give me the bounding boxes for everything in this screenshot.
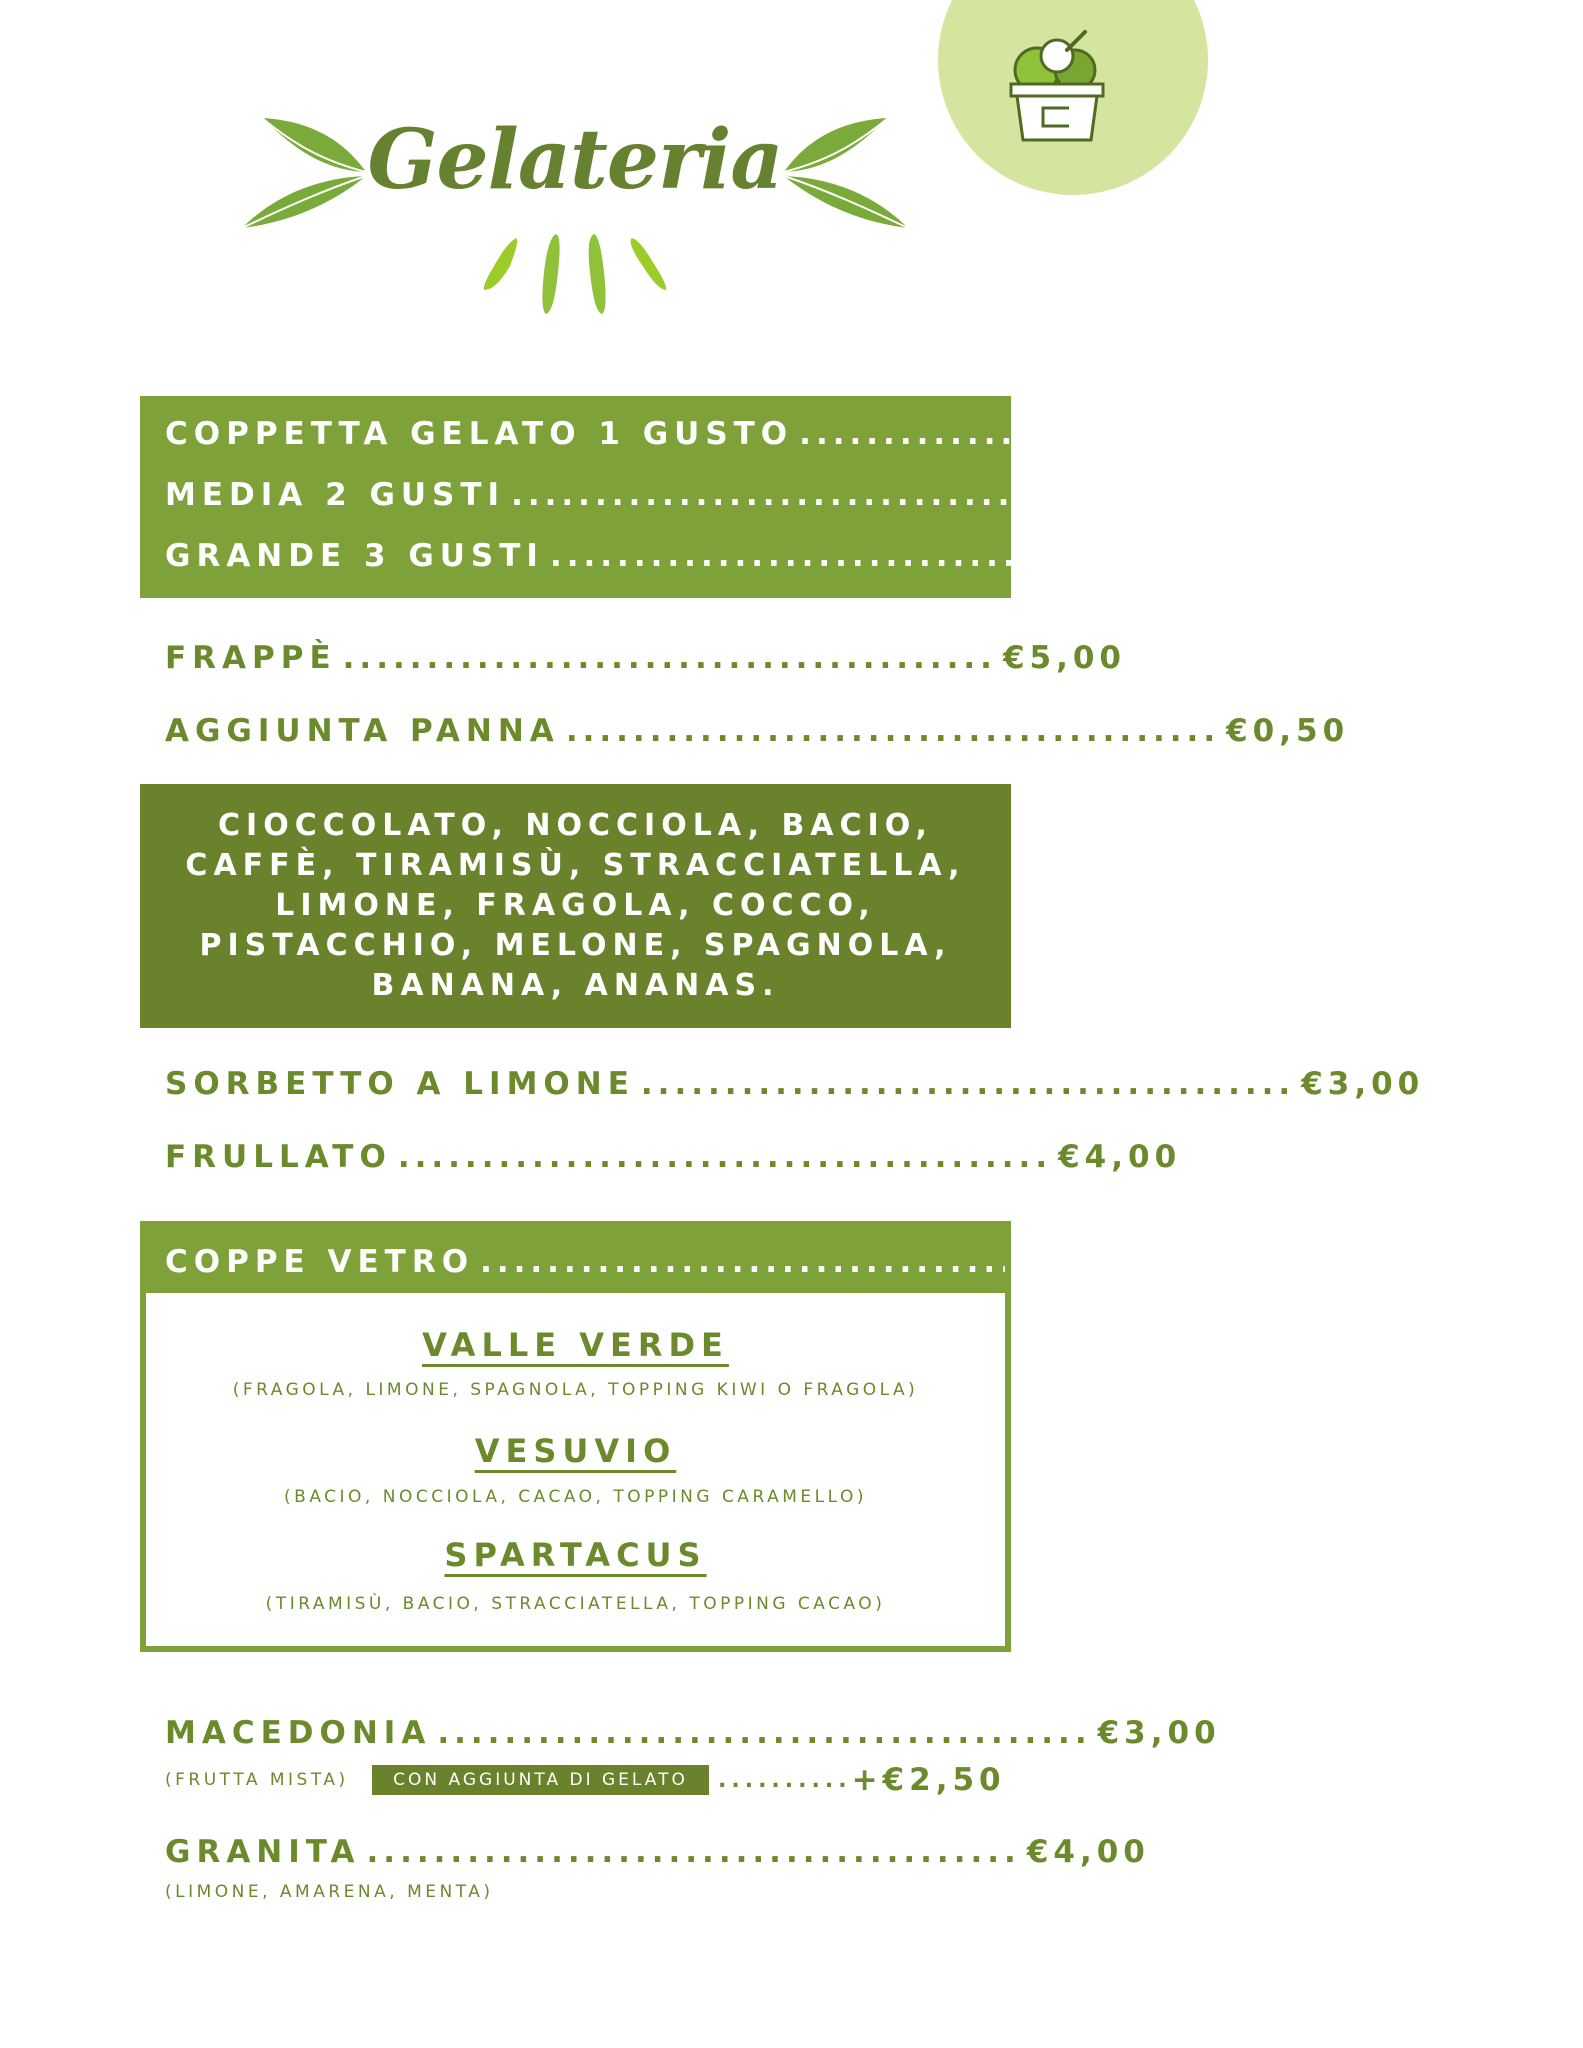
dot-leader: ....................................... xyxy=(511,477,1166,513)
flavor-line: CIOCCOLATO, NOCCIOLA, BACIO, xyxy=(218,808,933,843)
price-row-media xyxy=(165,471,1295,519)
price-row-macedonia xyxy=(165,1709,1221,1757)
coppa-name-text: VALLE VERDE xyxy=(422,1326,729,1364)
coppa-name xyxy=(140,1432,1011,1470)
price-row-granita xyxy=(165,1828,1150,1876)
item-price: €1,50 xyxy=(1459,416,1583,452)
addon-price-row xyxy=(718,1760,1006,1800)
price-row-frullato xyxy=(165,1133,1182,1181)
dot-leader: ....................................... xyxy=(437,1715,1092,1751)
item-label: AGGIUNTA PANNA xyxy=(165,713,560,749)
item-label: COPPETTA GELATO 1 GUSTO xyxy=(165,416,794,452)
item-price: €3,00 xyxy=(1301,1066,1425,1102)
item-label: GRANDE 3 GUSTI xyxy=(165,538,544,574)
item-price: €5,00 xyxy=(1002,640,1126,676)
macedonia-note: (FRUTTA MISTA) xyxy=(165,1770,349,1790)
addon-price: +€2,50 xyxy=(851,1762,1006,1798)
item-label: FRAPPÈ xyxy=(165,640,337,676)
item-label: COPPE VETRO xyxy=(165,1244,475,1280)
item-price: €2,50 xyxy=(1171,477,1295,513)
item-price: €3,50 xyxy=(1210,538,1334,574)
coppa-desc: (FRAGOLA, LIMONE, SPAGNOLA, TOPPING KIWI O FRAGOLA) xyxy=(232,1380,919,1400)
coppa-desc: (BACIO, NOCCIOLA, CACAO, TOPPING CARAMELLO) xyxy=(284,1487,867,1507)
dot-leader: ....................................... xyxy=(549,538,1205,574)
item-label: SORBETTO A LIMONE xyxy=(165,1066,635,1102)
price-row-coppetta xyxy=(165,410,1583,458)
item-price: €4,00 xyxy=(1058,1139,1182,1175)
dot-leader: ....................................... xyxy=(799,416,1454,452)
dot-leader: ....................................... xyxy=(480,1244,1135,1280)
dot-leader: ....................................... xyxy=(366,1834,1021,1870)
coppa-name-text: VESUVIO xyxy=(474,1432,677,1470)
coppa-name-text: SPARTACUS xyxy=(444,1536,707,1574)
gelato-addon-badge: CON AGGIUNTA DI GELATO xyxy=(372,1765,709,1795)
price-row-frappe xyxy=(165,634,1126,682)
leaves-left-icon xyxy=(238,112,368,232)
flavor-line: CAFFÈ, TIRAMISÙ, STRACCIATELLA, xyxy=(185,848,966,883)
dot-leader: ....................................... xyxy=(342,640,997,676)
item-label: FRULLATO xyxy=(165,1139,392,1175)
leaves-right-icon xyxy=(782,112,912,232)
item-label: MEDIA 2 GUSTI xyxy=(165,477,506,513)
sparkle-drops-icon xyxy=(476,232,676,318)
price-row-grande xyxy=(165,532,1334,580)
item-label: MACEDONIA xyxy=(165,1715,432,1751)
flavors-list xyxy=(140,784,1011,1028)
dot-leader: ....................................... xyxy=(397,1139,1053,1175)
granita-note: (LIMONE, AMARENA, MENTA) xyxy=(165,1882,494,1902)
price-row-sorbetto xyxy=(165,1060,1425,1108)
coppa-desc: (TIRAMISÙ, BACIO, STRACCIATELLA, TOPPING CACAO) xyxy=(265,1594,886,1614)
item-price: €4,00 xyxy=(1026,1834,1150,1870)
flavor-line: BANANA, ANANAS. xyxy=(371,968,780,1003)
dot-leader: ....................................... xyxy=(565,713,1221,749)
coppa-name xyxy=(140,1536,1011,1574)
flavor-line: LIMONE, FRAGOLA, COCCO, xyxy=(275,888,876,923)
gelato-cup-icon xyxy=(1005,28,1110,148)
item-price: €3,00 xyxy=(1097,1715,1221,1751)
flavor-line: PISTACCHIO, MELONE, SPAGNOLA, xyxy=(199,928,952,963)
dot-leader: .......... xyxy=(718,1767,852,1793)
coppa-name xyxy=(140,1326,1011,1364)
item-label: GRANITA xyxy=(165,1834,361,1870)
item-price: €6,50 xyxy=(1140,1244,1264,1280)
page-title: Gelateria xyxy=(367,112,783,208)
dot-leader: ....................................... xyxy=(640,1066,1296,1102)
price-row-panna xyxy=(165,707,1350,755)
item-price: €0,50 xyxy=(1226,713,1350,749)
